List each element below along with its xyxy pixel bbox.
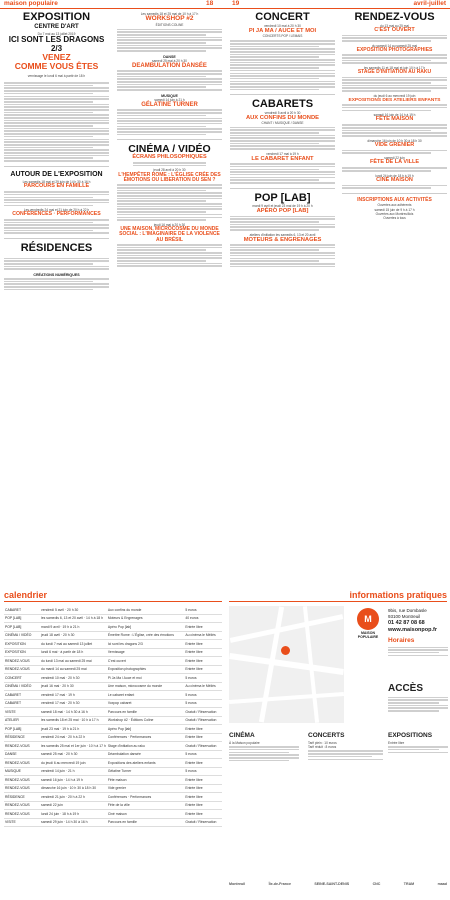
rdv-date-1: du 13 mai au 25 mai [380,23,409,28]
rdv-name-3: STAGE D'INITIATION AU RAKU [357,69,432,76]
calendar-event: Vide grenier [107,784,184,793]
residences-title: RÉSIDENCES [20,242,93,255]
expositions-info-title: EXPOSITIONS [388,732,433,739]
calendar-price: Entrée libre [184,623,222,632]
rdv-body-7 [342,167,447,171]
calendar-event: Ciné maison [107,810,184,819]
poplab-date-1: mardi 9 avril et jeudi 23 mai de 19 h à 20 h [252,204,313,209]
rdv-date-3: les samedis 11 et 18 mai et juin 10 h à 17 h [363,66,426,70]
horaires-body [388,647,448,657]
calendar-event: Parcours en famille [107,818,184,827]
rdv-date-7: samedi 22 juin [384,156,405,161]
calendar-when: vendredi 21 juin · 20 h à 22 h [40,793,107,802]
calendar-row [4,801,222,810]
calendar-row [4,665,222,674]
calendar-row [4,691,222,700]
calendar-price: Entrée libre [184,665,222,674]
cinema-film-1-body [117,184,222,221]
calendar-when: jeudi 16 mai · 20 h 30 [40,682,107,691]
calendar-category: RENDEZ-VOUS [4,784,40,793]
calendar-row [4,818,222,827]
calendar-row [4,699,222,708]
info-rule [229,601,447,602]
calendar-category: RENDEZ-VOUS [4,801,40,810]
horaires-title: Horaires [388,636,415,644]
rdv-date-5: samedi 16 juin de 14 h à 19 h [373,113,416,118]
top-header [0,0,450,9]
concerts-price-1: Tarif plein : 10 euros [308,740,337,745]
sponsor-tram: TRAM [403,882,415,886]
calendar-event: Vernissage [107,648,184,657]
calendar-event: Exposition photographies [107,665,184,674]
calendar-row [4,784,222,793]
poplab-title: POP [LAB] [254,191,311,204]
calendar-category: CONCERT [4,674,40,683]
exposition-headline-3: COMME VOUS ÊTES [14,60,99,71]
concert-body [230,40,335,90]
calendar-when: lundi 24 juin · 18 h à 19 h [40,810,107,819]
calendar-when: jeudi 18 avril · 20 h 30 [40,631,107,640]
calendar-when: lundi 6 mai · à partir de 18 h [40,648,107,657]
calendar-price: Entrée libre [184,733,222,742]
website-link[interactable]: www.maisonpop.fr [388,626,437,633]
calendar-price: Gratuit / Réservation [184,742,222,751]
page-number-left: 18 [206,0,214,7]
cinema-subtitle: ÉCRANS PHILOSOPHIQUES [132,154,207,161]
poplab-body-2 [230,244,335,267]
calendar-price: 5 euros [184,674,222,683]
calendar-event: Workshop #2 · Éditions Coline [107,716,184,725]
sponsor-ssd: SEINE-SAINT-DENIS [314,882,350,886]
address-block [388,608,448,657]
calendar-category: POP [LAB] [4,725,40,734]
calendar-when: dimanche 16 juin · 10 h 30 à 18 h 30 [40,784,107,793]
calendar-when: samedi 22 juin [40,801,107,810]
autour-title: AUTOUR DE L'EXPOSITION [10,170,103,178]
page-number-right: 19 [232,0,240,7]
calendar-category: RÉSIDENCE [4,793,40,802]
rdv-body-5 [342,124,447,136]
calendar-when: vendredi 17 mai · 20 h 30 [40,699,107,708]
calendar-price: 5 euros [184,767,222,776]
cabaret-date-1: vendredi 5 avril à 20 h 30 [264,110,301,115]
calendar-event: Conférences · Performances [107,733,184,742]
calendar-price: Gratuit / Réservation [184,708,222,717]
inscriptions-line-4: Ouvertes à tous [383,216,406,221]
calendar-when: les samedis 25 mai et 1er juin · 10 h à 17 h [40,742,107,751]
workshop-body [117,29,222,52]
calendar-row [4,708,222,717]
rdv-date-6: dimanche 16 juin de 10 h 30 à 18 h 30 [367,138,422,143]
calendar-event: Apéro Pop [lab] [107,725,184,734]
calendar-price: Entrée libre [184,793,222,802]
calendar-row [4,648,222,657]
calendar-rule [4,601,222,602]
exposition-headline-1: ICI SONT LES DRAGONS 2/3 [8,35,105,53]
cinema-date-1: jeudi 28 avril à 20 h 30 [153,168,186,173]
calendar-when: vendredi 24 mai · 20 h à 22 h [40,733,107,742]
rdv-name-5: FÊTE MAISON [375,116,414,123]
calendar-when: samedi 16 juin · 14 h à 19 h [40,776,107,785]
sponsor-cnc: CNC [372,882,381,886]
residences-body-2 [4,278,109,290]
cinema-title: CINÉMA / VIDÉO [128,143,211,156]
calendar-row [4,742,222,751]
header-brand: maison populaire [4,0,58,7]
calendar-when: jeudi 23 mai · 19 h à 21 h [40,725,107,734]
concert-name: PI JA MA / AUCE ET MOI [248,27,317,34]
calendar-event: Déambulation dansée [107,750,184,759]
sponsor-montreuil: Montreuil [229,882,246,886]
cinema-date-2: jeudi 16 mai à 20 h 30 [153,222,186,227]
poplab-name-2: MOTEURS & ENGRENAGES [243,236,322,243]
cinema-intro [117,162,222,166]
calendar-when: vendredi 10 mai · 20 h 30 [40,674,107,683]
cinema-info-title: CINÉMA [229,732,255,739]
autour-item2-body [4,219,109,234]
calendar-when: du lundi 13 mai au samedi 25 mai [40,657,107,666]
calendar-category: POP [LAB] [4,614,40,623]
calendar-event: Parcours en famille [107,708,184,717]
calendar-row [4,631,222,640]
residences-subtitle: CRÉATIONS NUMÉRIQUES [33,272,80,277]
header-period: avril-juillet [413,0,446,7]
calendar-when: les samedis 6, 13 et 20 avril · 14 h à 18 h [40,614,107,623]
calendar-event: Moteurs & Engrenages [107,614,184,623]
calendar-when: du jeudi 6 au mercredi 19 juin [40,759,107,768]
poplab-name-1: APÉRO POP [LAB] [256,208,309,215]
rdv-date-8: lundi 24 juin de 18 h à 19 h [375,173,414,178]
calendar-when: vendredi 14 juin · 21 h [40,767,107,776]
calendar-row [4,614,222,623]
rdv-date-4: du jeudi 6 au mercredi 19 juin [373,93,416,98]
exposition-vernissage: vernissage le lundi 6 mai à partir de 18 h [27,73,86,78]
calendar-when: les samedis 18 et 25 mai · 10 h à 17 h [40,716,107,725]
rdv-body-4 [342,104,447,111]
cinema-film-2-body [117,244,222,267]
phone-number: 01 42 87 08 68 [388,619,425,626]
autour-item1-title: PARCOURS EN FAMILLE [23,183,90,190]
rdv-body-2 [342,54,447,64]
calendar-price: Entrée libre [184,640,222,649]
cinema-info [229,732,299,762]
calendar-when: vendredi 5 avril · 20 h 30 [40,606,107,614]
column-rendezvous [342,12,447,220]
acces-title: ACCÈS [388,683,424,694]
calendar-event: Voxpop cabaret [107,699,184,708]
calendar-event: Stage d'initiation au raku [107,742,184,751]
column-exposition [4,12,109,291]
rdv-body-1 [342,35,447,42]
concert-tag: CONCERTS POP / LEMAIS [262,33,303,38]
calendar-category: RENDEZ-VOUS [4,759,40,768]
calendar-category: RENDEZ-VOUS [4,742,40,751]
calendar-event: Apéro Pop [lab] [107,623,184,632]
calendar-event: Émettre Rome : L'Église, crée des émotions [107,631,184,640]
cabaret-tag-1: CHANT / MUSIQUE / DANSE [261,121,304,126]
calendar-title: calendrier [4,590,48,600]
calendar-price: Gratuit / Réservation [184,716,222,725]
calendar-table [4,606,222,827]
calendar-category: POP [LAB] [4,623,40,632]
calendar-category: RENDEZ-VOUS [4,776,40,785]
calendar-price: Entrée libre [184,776,222,785]
map-pin-icon [281,646,290,655]
calendar-category: CABARET [4,606,40,614]
calendar-category: VISITE [4,818,40,827]
calendar-price: 5 euros [184,691,222,700]
calendar-event: Pi Ja Ma / Auce et moi [107,674,184,683]
calendar-row [4,733,222,742]
cabaret-body-1 [230,127,335,150]
rdv-body-8 [342,185,447,189]
calendar-category: RÉSIDENCE [4,733,40,742]
calendar-price: Au cinéma le Méliès [184,682,222,691]
musique-label: MUSIQUE [161,93,178,98]
autour-item1-date: Les samedis 18 mai et 29 juin de 14 h 30 à 16 h [22,179,91,184]
workshop-date: Les samedis 18 et 25 mai de 10 h à 17 h [140,12,199,16]
exposition-dates: Du 7 mai au 13 juillet 2019 [37,31,76,36]
concerts-info-title: CONCERTS [308,732,345,739]
calendar-event: Le cabaret enfant [107,691,184,700]
calendar-when: samedi 29 juin · 14 h 30 à 16 h [40,818,107,827]
calendar-event: Une maison, microcosme du monde [107,682,184,691]
acces-body [388,697,448,712]
calendar-price: 5 euros [184,606,222,614]
cabaret-body-2 [230,163,335,183]
calendar-category: CINÉMA / VIDÉO [4,682,40,691]
cinema-film-1: L'HEMPÊTER ROME : L'ÉGLISE CRÉE DES ÉMOTIONS OU LIBERATION DU SEN ? [118,171,221,183]
rendezvous-title: RENDEZ-VOUS [354,11,435,23]
calendar-row [4,657,222,666]
exposition-body [4,82,109,162]
maison-populaire-logo [353,608,383,639]
sponsor-maad: maad [437,882,447,886]
calendar-category: RENDEZ-VOUS [4,657,40,666]
calendar-price: Gratuit / Réservation [184,818,222,827]
sponsor-logos [229,876,447,892]
inscriptions-line-2: samedi 15 juin de 9 h à 17 h [374,207,415,212]
cabaret-date-2: vendredi 17 mai à 19 h [266,151,299,156]
calendar-row [4,750,222,759]
calendar-when: du mardi 14 au samedi 25 mai [40,665,107,674]
calendar-price: Entrée libre [184,725,222,734]
musique-title: GÉLATINE TURNER [141,102,198,109]
cinema-film-2: UNE MAISON, MICROCOSME DU MONDE SOCIAL : L'IMAGINAIRE DE LA VIOLENCE AU BRÉSIL [119,226,220,243]
autour-item2-date: Les vendredis 24 mai et 21 juin de 20 h à 22 h [23,208,90,213]
calendar-category: DANSE [4,750,40,759]
calendar-row [4,606,222,614]
address-line-2: 93100 Montreuil [388,613,421,619]
calendar-event: Fête maison [107,776,184,785]
cabaret-name-2: LE CABARET ENFANT [251,155,314,162]
calendar-event: Expositions des ateliers enfants [107,759,184,768]
danse-body [117,70,222,90]
calendar-event: Ici sont les dragons 2/3 [107,640,184,649]
workshop-tag: ÉDITIONS COLINE [155,23,184,28]
calendar-category: EXPOSITION [4,640,40,649]
danse-date: samedi 25 mai à 20 h 30 [152,58,187,63]
exposition-title: EXPOSITION [22,11,91,23]
rdv-name-7: FÊTE DE LA VILLE [370,159,419,166]
autour-item2-title: CONFÉRENCES · PERFORMANCES [12,211,101,218]
logo-text: MAISON POPULAIRE [357,631,379,639]
info-title: informations pratiques [349,590,447,600]
calendar-price: Entrée libre [184,810,222,819]
calendar-category: CABARET [4,691,40,700]
calendar-category: ATELIER [4,716,40,725]
expositions-info [388,732,448,754]
concerts-price-2: Tarif réduit : 8 euros [308,745,337,750]
calendar-when: vendredi 17 mai · 19 h [40,691,107,700]
calendar-row [4,682,222,691]
calendar-event: Conférences · Performances [107,793,184,802]
calendar-price: 5 euros [184,750,222,759]
cabaret-name-1: AUX CONFINS DU MONDE [245,115,320,122]
expositions-info-note: Entrée libre [388,740,405,745]
rdv-name-8: CINÉ MAISON [376,176,413,183]
calendar-event: Gélatine Turner [107,767,184,776]
calendar-event: Aux confins du monde [107,606,184,614]
calendar-price: Entrée libre [184,784,222,793]
calendar-when: mardi 9 avril · 19 h à 21 h [40,623,107,632]
calendar-category: CABARET [4,699,40,708]
inscriptions-line-3: Ouvertes aux Montreuillois [375,211,414,216]
musique-body [117,109,222,135]
calendar-row [4,623,222,632]
calendar-row [4,725,222,734]
calendar-when: samedi 25 mai · 20 h 30 [40,750,107,759]
acces-block [388,682,448,713]
calendar-row [4,810,222,819]
calendar-row [4,640,222,649]
rdv-body-6 [342,150,447,154]
calendar-category: CINÉMA / VIDÉO [4,631,40,640]
calendar-price: Entrée libre [184,657,222,666]
rdv-name-6: VIDE GRENIER [374,141,415,148]
workshop-title: WORKSHOP #2 [145,15,194,23]
header-rule [0,8,450,9]
musique-date: samedi 14 juin à 21 h [154,97,185,102]
cabarets-title: CABARETS [251,98,314,111]
concerts-info [308,732,383,761]
rdv-body-3 [342,77,447,92]
danse-title: DEAMBULATION DANSÉE [132,62,207,69]
calendar-category: VISITE [4,708,40,717]
calendar-when: du lundi 7 mai au samedi 13 juillet [40,640,107,649]
address-line-1: 9bis, rue Dombasle [388,608,427,613]
cinema-info-sub: À la Maison populaire [229,740,260,745]
rdv-name-2: EXPOSITION PHOTOGRAPHIES [356,47,433,53]
concert-date: vendredi 10 mai à 20 h 30 [264,23,301,28]
danse-label: DANSE [163,54,176,59]
rdv-name-4: EXPOSITIONS DES ATELIERS ENFANTS [348,98,441,103]
logo-mark-icon: M [357,608,379,630]
exposition-headline-2: VENEZ [42,51,71,62]
calendar-price: Entrée libre [184,801,222,810]
calendar-row [4,759,222,768]
calendar-row [4,674,222,683]
calendar-price: Au cinéma le Méliès [184,631,222,640]
rdv-date-2: du samedi 14 au samedi 25 mai [371,43,418,48]
calendar-row [4,776,222,785]
inscriptions-line-1: Ouvertes aux adhérents [377,203,412,208]
calendar-event: Fête de la ville [107,801,184,810]
column-workshop-cinema [117,12,222,268]
concert-title: CONCERT [255,11,310,23]
calendar-row [4,716,222,725]
rdv-name-1: C'EST OUVERT [374,26,415,33]
calendar-category: MUSIQUE [4,767,40,776]
calendar-row [4,767,222,776]
calendar-price: 40 euros [184,614,222,623]
calendar-category: RENDEZ-VOUS [4,810,40,819]
calendar-category: EXPOSITION [4,648,40,657]
residences-body [4,258,109,270]
calendar-category: RENDEZ-VOUS [4,665,40,674]
calendar-price: Entrée libre [184,648,222,657]
poplab-body-1 [230,216,335,231]
calendar-price: 5 euros [184,699,222,708]
calendar-event: C'est ouvert [107,657,184,666]
inscriptions-title: INSCRIPTIONS AUX ACTIVITÉS [357,196,432,203]
calendar-price: Entrée libre [184,759,222,768]
calendar-row [4,793,222,802]
exposition-subtitle: CENTRE D'ART [34,23,79,30]
location-map[interactable] [229,606,344,723]
calendar-when: samedi 18 mai · 14 h 30 à 16 h [40,708,107,717]
poplab-date-2: ateliers d'initiation les samedis 6, 13 et 20 avril [249,232,316,237]
column-concert-cabarets [230,12,335,268]
autour-item1-body [4,191,109,206]
sponsor-idf: Île-de-France [268,882,291,886]
